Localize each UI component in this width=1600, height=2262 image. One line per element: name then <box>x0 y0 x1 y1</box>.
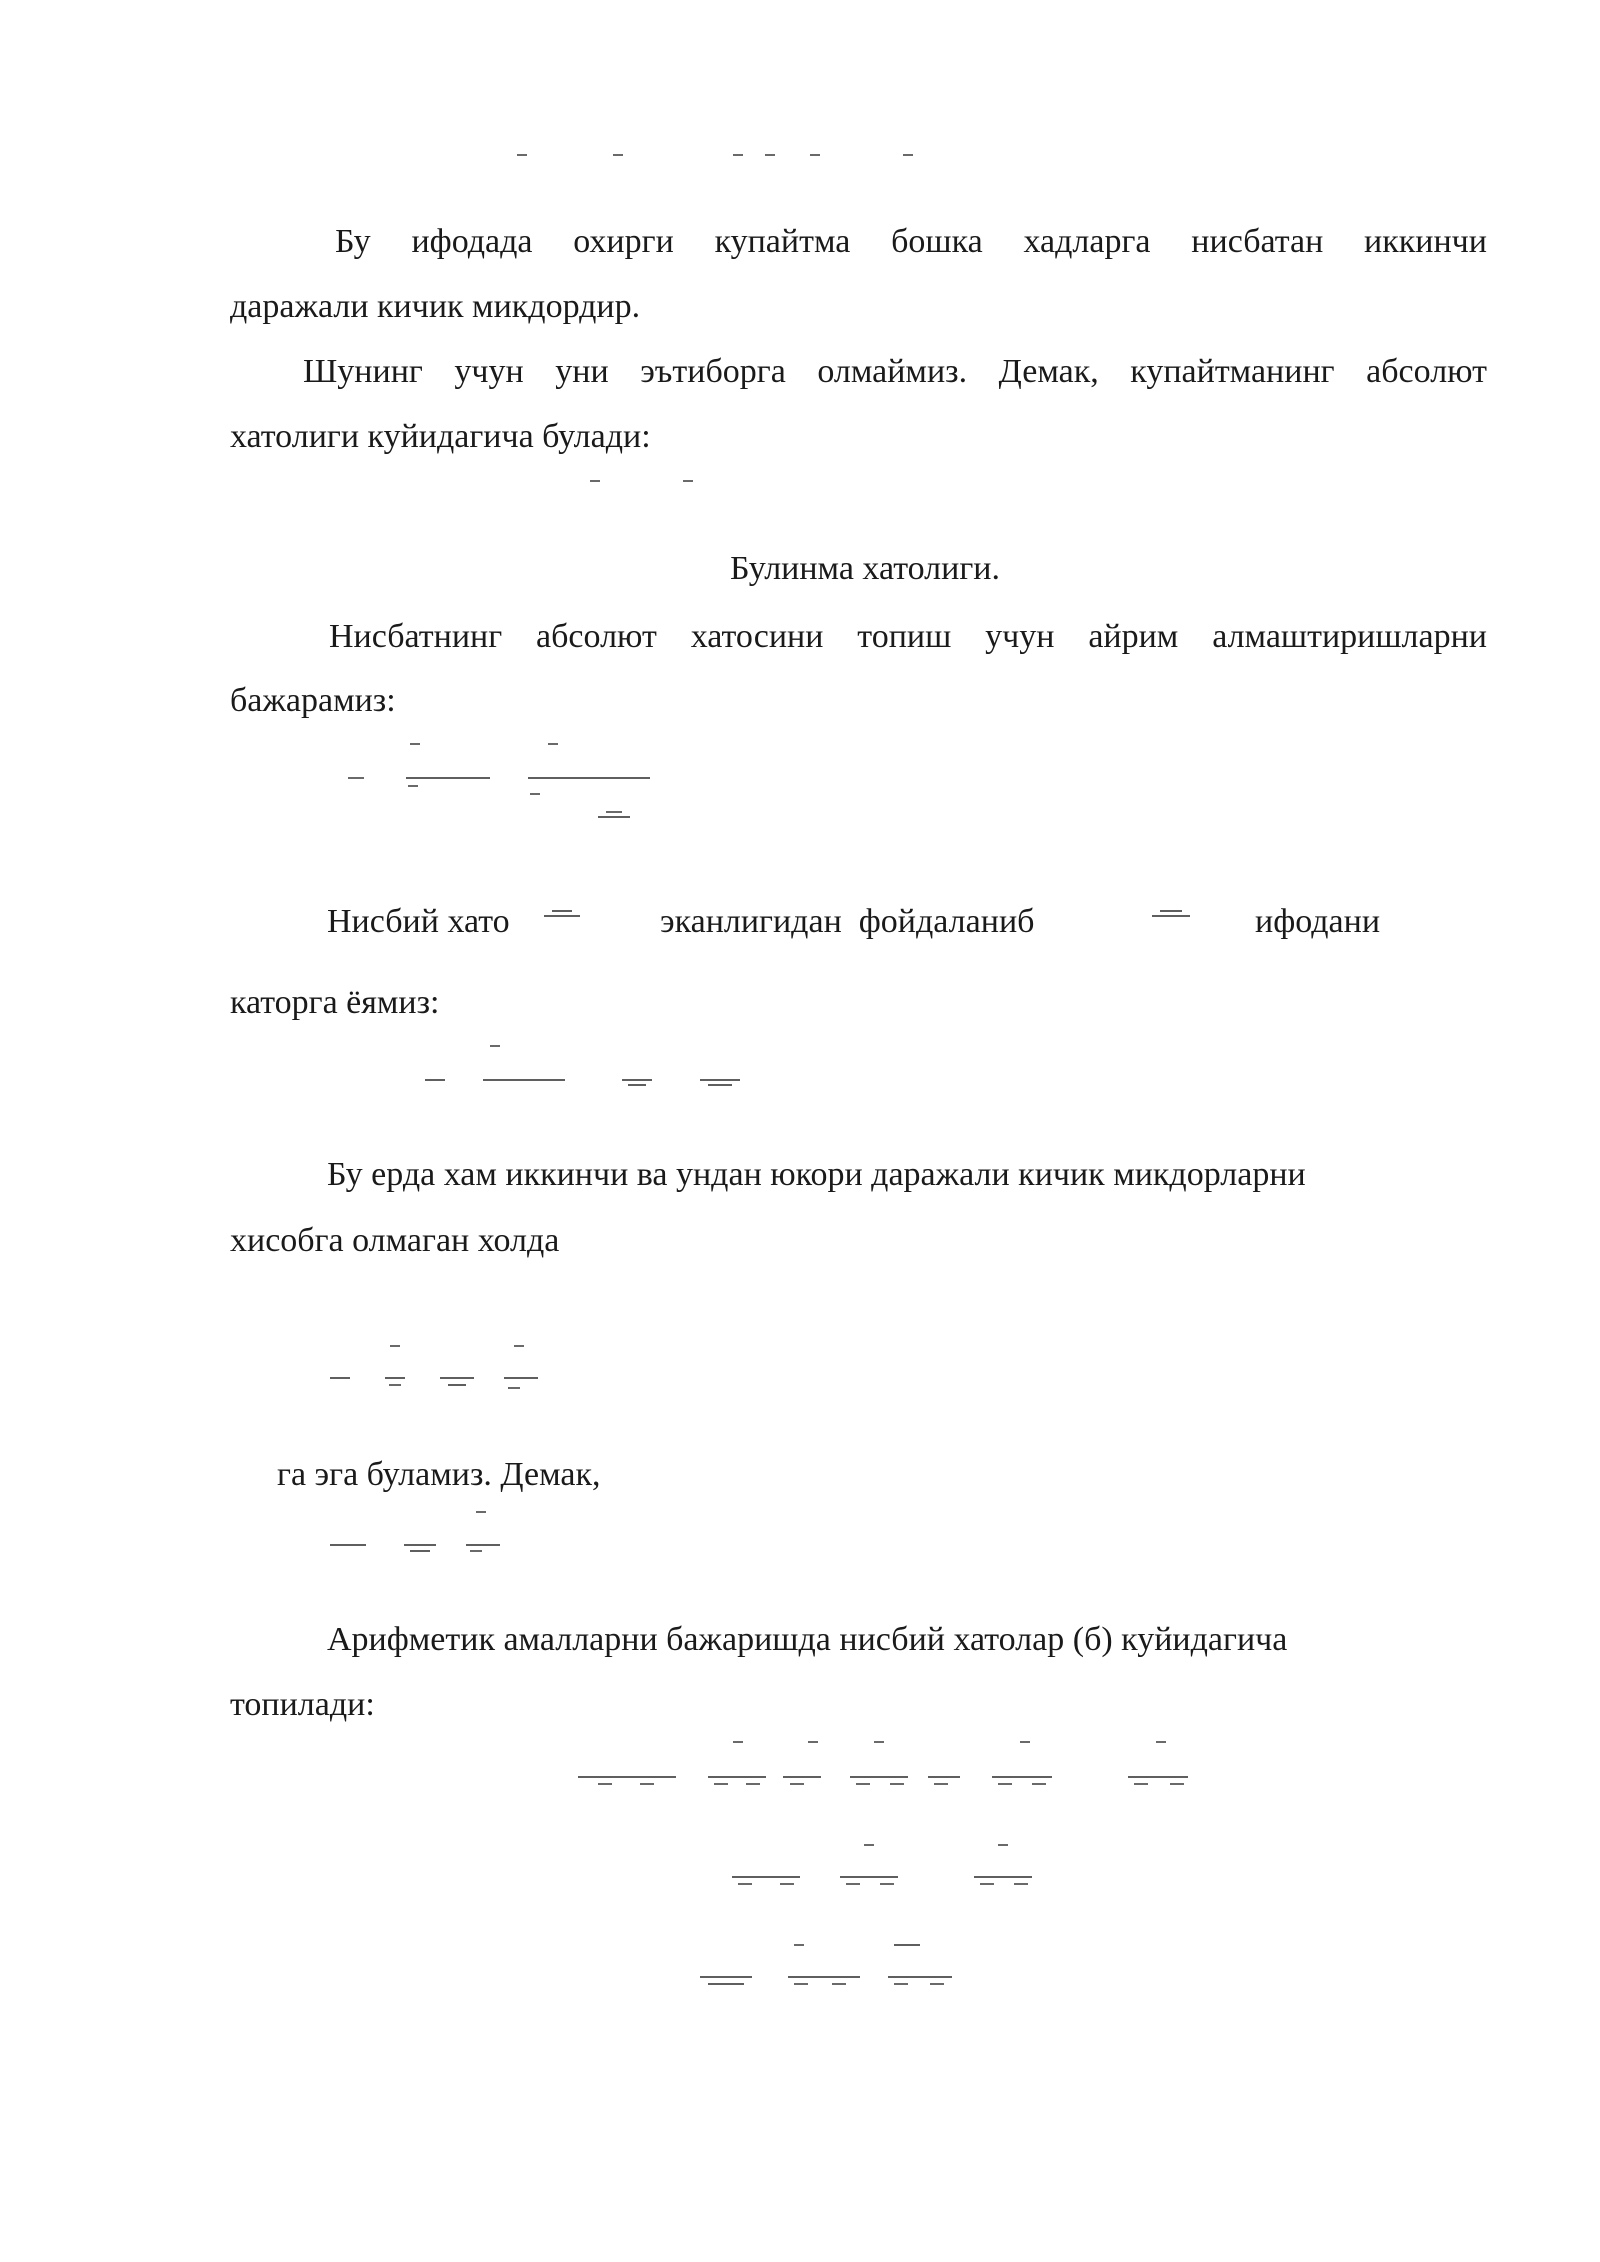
paragraph-2-word: уни <box>555 353 609 390</box>
paragraph-3-word: алмаштиришларни <box>1212 618 1487 655</box>
paragraph-4-part-2: эканлигидан фойдаланиб <box>660 903 1035 940</box>
paragraph-1-word: иккинчи <box>1364 223 1487 260</box>
section-heading: Булинма хатолиги. <box>730 550 1000 587</box>
paragraph-3-word: учун <box>985 618 1055 655</box>
paragraph-5-line-1: Бу ерда хам иккинчи ва ундан юкори даражали кичик микдорларни <box>327 1156 1306 1193</box>
paragraph-3-word: айрим <box>1088 618 1179 655</box>
paragraph-3-word: Нисбатнинг <box>329 618 503 655</box>
paragraph-3-line-2: бажарамиз: <box>230 682 396 719</box>
paragraph-7-line-1: Арифметик амалларни бажаришда нисбий хатолар (б) куйидагича <box>327 1621 1288 1658</box>
paragraph-3-word: топиш <box>857 618 952 655</box>
paragraph-1-word: купайтма <box>714 223 851 260</box>
paragraph-2-word: учун <box>454 353 524 390</box>
paragraph-1-word: бошка <box>891 223 983 260</box>
paragraph-3-word: хатосини <box>690 618 824 655</box>
paragraph-2-word: олмаймиз. <box>817 353 968 390</box>
paragraph-2-word: Шунинг <box>303 353 423 390</box>
paragraph-4-part-1: Нисбий хато <box>327 903 510 940</box>
paragraph-2-word: абсолют <box>1366 353 1487 390</box>
paragraph-4-line-2: каторга ёямиз: <box>230 984 440 1021</box>
paragraph-2-word: эътиборга <box>640 353 786 390</box>
paragraph-1-word: Бу <box>335 223 371 260</box>
paragraph-2-line-1 <box>303 353 1487 391</box>
paragraph-1-word: нисбатан <box>1191 223 1324 260</box>
paragraph-2-word: купайтманинг <box>1130 353 1335 390</box>
paragraph-6-line-1: га эга буламиз. Демак, <box>277 1456 601 1493</box>
paragraph-4-part-3: ифодани <box>1255 903 1381 940</box>
paragraph-5-line-2: хисобга олмаган холда <box>230 1222 560 1259</box>
paragraph-1-line-2: даражали кичик микдордир. <box>230 288 641 325</box>
paragraph-2-line-2: хатолиги куйидагича булади: <box>230 418 651 455</box>
paragraph-3-line-1 <box>329 618 1487 656</box>
paragraph-1-word: хадларга <box>1023 223 1151 260</box>
paragraph-2-word: Демак, <box>998 353 1099 390</box>
paragraph-1-word: ифодада <box>411 223 533 260</box>
paragraph-1-word: охирги <box>573 223 674 260</box>
paragraph-1-line-1 <box>335 223 1487 261</box>
paragraph-3-word: абсолют <box>536 618 657 655</box>
paragraph-7-line-2: топилади: <box>230 1686 375 1723</box>
